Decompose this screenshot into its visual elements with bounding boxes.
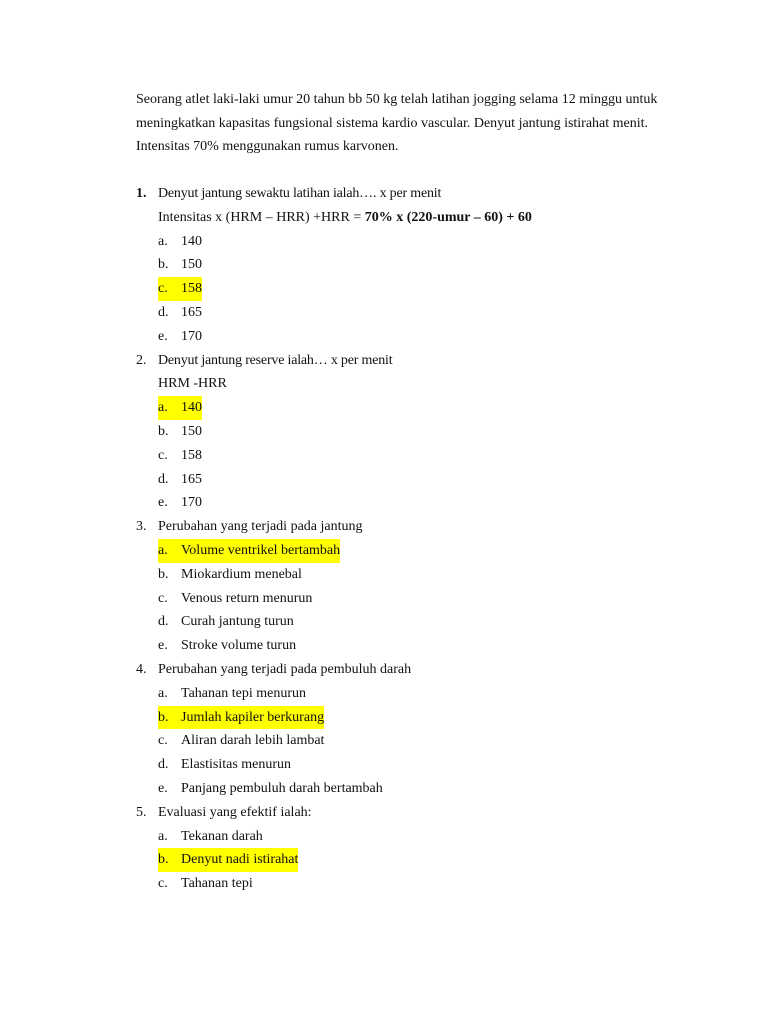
option-letter: a. — [158, 542, 168, 558]
option-text: 140 — [181, 233, 202, 249]
question-number: 1. — [136, 186, 147, 201]
question-number: 2. — [136, 352, 147, 368]
option-row — [136, 587, 696, 611]
answer-option — [158, 563, 302, 587]
question-formula — [136, 372, 696, 396]
answer-option — [158, 301, 202, 325]
option-row — [136, 230, 696, 254]
question-4 — [136, 658, 696, 682]
question-text: Perubahan yang terjadi pada jantung — [158, 519, 363, 535]
option-letter: c. — [158, 876, 168, 892]
option-row — [136, 325, 696, 349]
option-text: 165 — [181, 471, 202, 487]
option-text: Denyut nadi istirahat — [181, 852, 299, 868]
option-text: 150 — [181, 257, 202, 273]
option-row — [136, 468, 696, 492]
option-letter: d. — [158, 757, 169, 773]
option-row — [136, 634, 696, 658]
option-row — [136, 682, 696, 706]
question-text: Evaluasi yang efektif ialah: — [158, 804, 312, 820]
option-text: 165 — [181, 304, 202, 320]
option-text: 158 — [181, 281, 202, 297]
option-letter: c. — [158, 447, 168, 463]
option-letter: b. — [158, 257, 169, 273]
option-row — [136, 753, 696, 777]
answer-option — [158, 682, 306, 706]
option-letter: a. — [158, 233, 168, 249]
answer-option — [158, 848, 298, 872]
option-letter: d. — [158, 614, 169, 630]
question-2 — [136, 349, 696, 373]
answer-option — [158, 468, 202, 492]
option-text: 140 — [181, 400, 202, 416]
option-letter: a. — [158, 400, 168, 416]
option-row — [136, 420, 696, 444]
question-text: Denyut jantung sewaktu latihan ialah…. x per menit — [158, 186, 442, 201]
option-text: 170 — [181, 495, 202, 511]
answer-option — [158, 491, 202, 515]
option-text: 150 — [181, 423, 202, 439]
question-number: 3. — [136, 519, 147, 535]
answer-option — [158, 396, 202, 420]
option-row — [136, 301, 696, 325]
answer-option — [158, 872, 253, 896]
option-text: Tahanan tepi — [181, 876, 253, 892]
option-row — [136, 396, 696, 420]
option-text: Stroke volume turun — [181, 638, 297, 654]
option-letter: d. — [158, 471, 169, 487]
answer-option — [158, 277, 202, 301]
option-text: Venous return menurun — [181, 590, 313, 606]
answer-option — [158, 230, 202, 254]
formula-bold-text: 70% x (220-umur – 60) + 60 — [364, 209, 532, 225]
question-1 — [136, 182, 696, 206]
question-list — [136, 182, 696, 896]
option-text: Aliran darah lebih lambat — [181, 733, 325, 749]
option-letter: e. — [158, 638, 168, 654]
question-number: 4. — [136, 661, 147, 677]
option-letter: e. — [158, 495, 168, 511]
option-text: Tekanan darah — [181, 828, 263, 844]
option-row — [136, 277, 696, 301]
answer-option — [158, 444, 202, 468]
option-row — [136, 872, 696, 896]
option-letter: a. — [158, 685, 168, 701]
answer-option — [158, 706, 324, 730]
option-letter: b. — [158, 423, 169, 439]
formula-text: HRM -HRR — [158, 376, 227, 392]
option-row — [136, 444, 696, 468]
option-text: Elastisitas menurun — [181, 757, 292, 773]
option-row — [136, 825, 696, 849]
option-row — [136, 563, 696, 587]
answer-option — [158, 539, 340, 563]
option-letter: e. — [158, 780, 168, 796]
option-letter: e. — [158, 328, 168, 344]
option-letter: b. — [158, 709, 169, 725]
option-letter: c. — [158, 281, 168, 297]
answer-option — [158, 610, 294, 634]
option-text: Tahanan tepi menurun — [181, 685, 306, 701]
question-formula — [136, 206, 696, 230]
option-row — [136, 610, 696, 634]
option-row — [136, 491, 696, 515]
option-letter: b. — [158, 566, 169, 582]
answer-option — [158, 253, 202, 277]
answer-option — [158, 634, 296, 658]
question-number: 5. — [136, 804, 147, 820]
option-text: Volume ventrikel bertambah — [181, 542, 341, 558]
answer-option — [158, 753, 291, 777]
answer-option — [158, 420, 202, 444]
intro-line-2: meningkatkan kapasitas fungsional sistema kardio vascular. Denyut jantung istirahat menit. — [136, 115, 649, 131]
option-letter: c. — [158, 733, 168, 749]
option-letter: b. — [158, 852, 169, 868]
option-text: Curah jantung turun — [181, 614, 294, 630]
intro-line-1: Seorang atlet laki-laki umur 20 tahun bb 50 kg telah latihan jogging selama 12 minggu untuk — [136, 92, 658, 107]
question-text: Denyut jantung reserve ialah… x per menit — [158, 352, 393, 368]
option-row — [136, 777, 696, 801]
option-letter: d. — [158, 304, 169, 320]
question-5 — [136, 801, 696, 825]
option-text: Miokardium menebal — [181, 566, 302, 582]
intro-line-3: Intensitas 70% menggunakan rumus karvonen. — [136, 139, 399, 154]
option-row — [136, 729, 696, 753]
answer-option — [158, 729, 324, 753]
question-3 — [136, 515, 696, 539]
option-letter: a. — [158, 828, 168, 844]
answer-option — [158, 825, 263, 849]
question-text: Perubahan yang terjadi pada pembuluh darah — [158, 661, 412, 677]
answer-option — [158, 587, 312, 611]
option-text: Panjang pembuluh darah bertambah — [181, 780, 383, 796]
formula-text: Intensitas x (HRM – HRR) +HRR = — [158, 209, 365, 225]
option-row — [136, 706, 696, 730]
option-row — [136, 539, 696, 563]
option-row — [136, 253, 696, 277]
option-letter: c. — [158, 590, 168, 606]
answer-option — [158, 325, 202, 349]
option-text: 158 — [181, 447, 202, 463]
option-text: Jumlah kapiler berkurang — [181, 709, 325, 725]
intro-paragraph — [136, 88, 676, 159]
option-text: 170 — [181, 328, 202, 344]
answer-option — [158, 777, 383, 801]
option-row — [136, 848, 696, 872]
